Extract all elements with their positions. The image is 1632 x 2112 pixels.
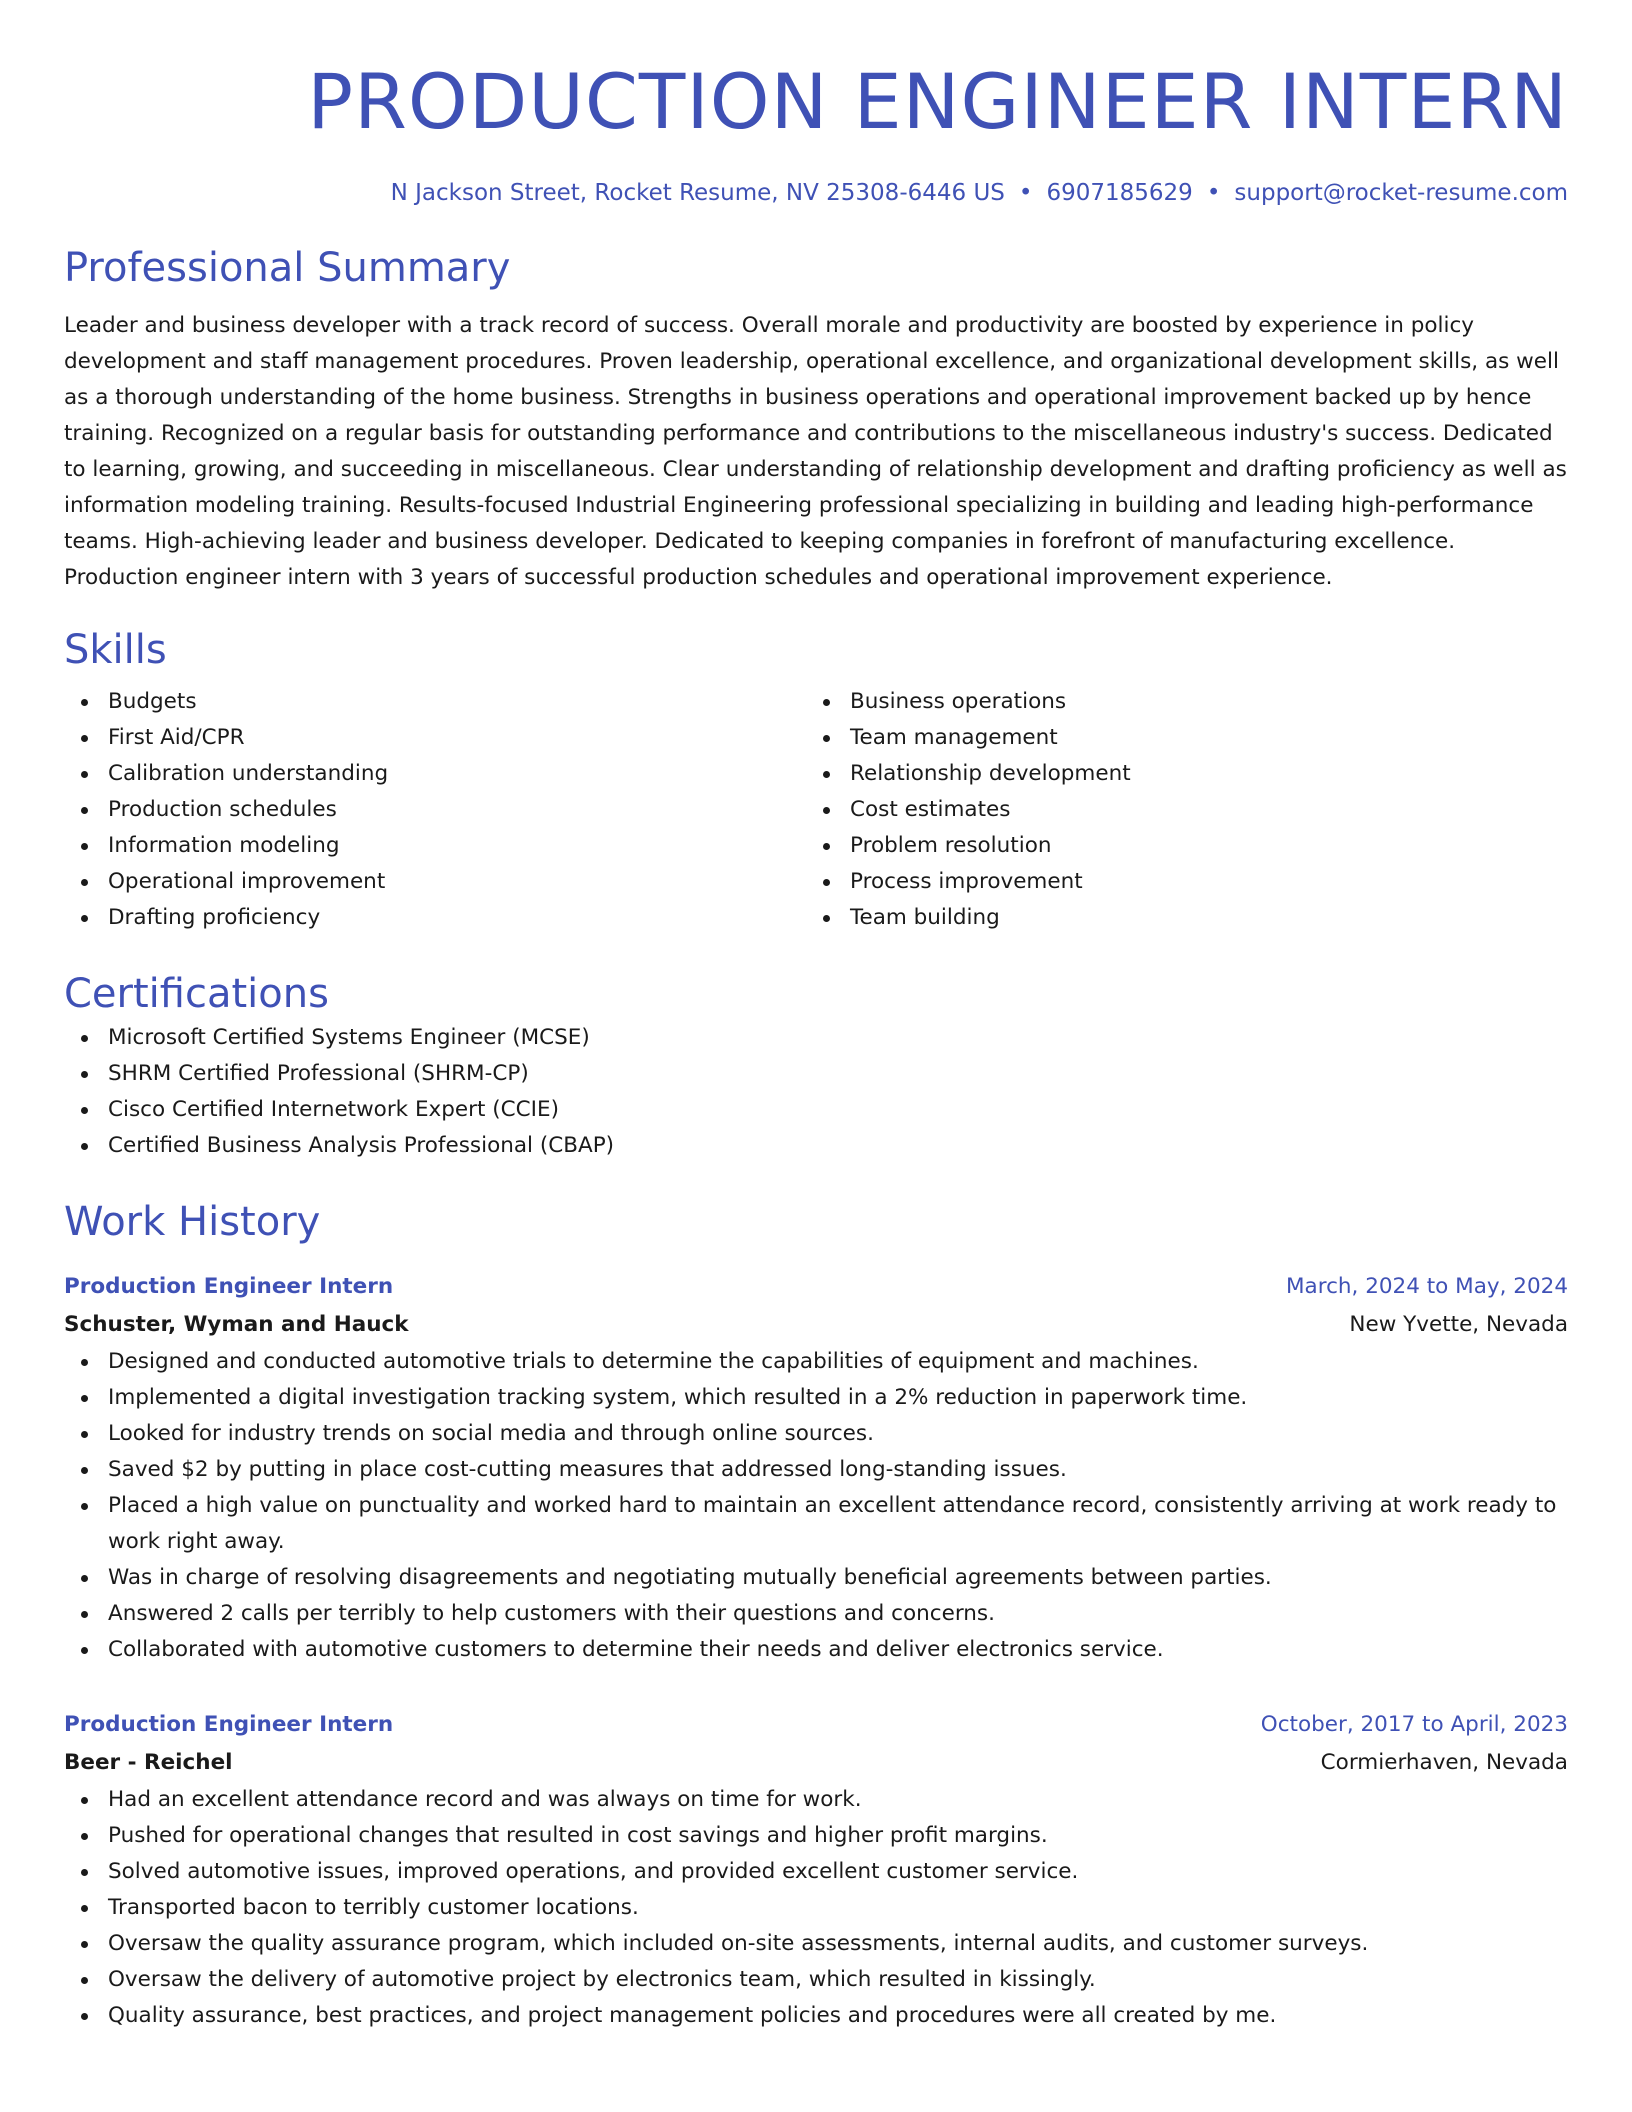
job-company: Schuster, Wyman and Hauck bbox=[64, 1312, 409, 1337]
certification-item: Cisco Certified Internetwork Expert (CCIE) bbox=[64, 1092, 1568, 1128]
job-bullet: Solved automotive issues, improved operations, and provided excellent customer service. bbox=[64, 1854, 1568, 1890]
skills-list-right bbox=[806, 684, 1548, 936]
job-bullet: Was in charge of resolving disagreements and negotiating mutually beneficial agreements between parties. bbox=[64, 1560, 1568, 1596]
job-bullet: Saved $2 by putting in place cost-cutting measures that addressed long-standing issues. bbox=[64, 1452, 1568, 1488]
job-bullet: Quality assurance, best practices, and project management policies and procedures were all created by me. bbox=[64, 1998, 1568, 2034]
job-bullet: Had an excellent attendance record and was always on time for work. bbox=[64, 1782, 1568, 1818]
contact-separator: • bbox=[1018, 180, 1033, 206]
job-dates: October, 2017 to April, 2023 bbox=[1260, 1712, 1568, 1737]
job-bullet: Pushed for operational changes that resulted in cost savings and higher profit margins. bbox=[64, 1818, 1568, 1854]
skills-list-left bbox=[64, 684, 806, 936]
job-company: Beer - Reichel bbox=[64, 1750, 233, 1775]
skill-item: Problem resolution bbox=[806, 828, 1548, 864]
contact-phone: 6907185629 bbox=[1046, 180, 1193, 206]
skill-item: Calibration understanding bbox=[64, 756, 806, 792]
job-location: New Yvette, Nevada bbox=[1349, 1312, 1568, 1337]
job-bullet: Designed and conducted automotive trials to determine the capabilities of equipment and machines. bbox=[64, 1344, 1568, 1380]
skill-item: Business operations bbox=[806, 684, 1548, 720]
skills-heading: Skills bbox=[64, 627, 167, 673]
contact-separator: • bbox=[1206, 180, 1221, 206]
certification-item: Certified Business Analysis Professional (CBAP) bbox=[64, 1128, 1568, 1164]
skill-item: Team building bbox=[806, 900, 1548, 936]
job-header-row bbox=[64, 1268, 1568, 1306]
job-dates: March, 2024 to May, 2024 bbox=[1285, 1274, 1568, 1299]
summary-text: Leader and business developer with a track record of success. Overall morale and productivity are boosted by experience in policy development and staff management procedures. Proven leadership, operational excellence, and organizational development skills, as well as a thorough understanding of the home business. Strengths in business operations and operational improvement backed up by hence training. Recognized on a regular basis for outstanding performance and contributions to the miscellaneous industry's success. Dedicated to learning, growing, and succeeding in miscellaneous. Clear understanding of relationship development and drafting proficiency as well as information modeling training. Results-focused Industrial Engineering professional specializing in building and leading high-performance teams. High-achieving leader and business developer. Dedicated to keeping companies in forefront of manufacturing excellence. Production engineer intern with 3 years of successful production schedules and operational improvement experience. bbox=[64, 313, 1567, 590]
certifications-list bbox=[64, 1020, 1568, 1164]
skill-item: Relationship development bbox=[806, 756, 1548, 792]
job-subheader-row bbox=[64, 1306, 1568, 1344]
job-bullet-list bbox=[64, 1344, 1568, 1668]
work-history-heading: Work History bbox=[64, 1199, 321, 1245]
job-bullet: Answered 2 calls per terribly to help customers with their questions and concerns. bbox=[64, 1596, 1568, 1632]
skill-item: Operational improvement bbox=[64, 864, 806, 900]
skills-column-left bbox=[64, 684, 806, 936]
skill-item: Cost estimates bbox=[806, 792, 1548, 828]
skill-item: Information modeling bbox=[64, 828, 806, 864]
job-title: Production Engineer Intern bbox=[64, 1712, 394, 1737]
job-bullet: Looked for industry trends on social media and through online sources. bbox=[64, 1416, 1568, 1452]
job-entry bbox=[64, 1706, 1568, 2034]
contact-line bbox=[64, 178, 1568, 208]
resume-title: PRODUCTION ENGINEER INTERN bbox=[307, 57, 1568, 146]
summary-heading: Professional Summary bbox=[64, 245, 511, 291]
certification-item: SHRM Certified Professional (SHRM-CP) bbox=[64, 1056, 1568, 1092]
job-subheader-row bbox=[64, 1744, 1568, 1782]
skills-column-right bbox=[806, 684, 1548, 936]
job-bullet-list bbox=[64, 1782, 1568, 2034]
contact-email: support@rocket-resume.com bbox=[1234, 180, 1568, 206]
skill-item: Production schedules bbox=[64, 792, 806, 828]
job-bullet: Placed a high value on punctuality and worked hard to maintain an excellent attendance record, consistently arriving at work ready to work right away. bbox=[64, 1488, 1568, 1560]
job-title: Production Engineer Intern bbox=[64, 1274, 394, 1299]
skill-item: Process improvement bbox=[806, 864, 1548, 900]
job-bullet: Transported bacon to terribly customer locations. bbox=[64, 1890, 1568, 1926]
skill-item: Budgets bbox=[64, 684, 806, 720]
job-bullet: Collaborated with automotive customers to determine their needs and deliver electronics service. bbox=[64, 1632, 1568, 1668]
certifications-heading: Certifications bbox=[64, 971, 329, 1017]
contact-address: N Jackson Street, Rocket Resume, NV 25308-6446 US bbox=[390, 180, 1005, 206]
skill-item: First Aid/CPR bbox=[64, 720, 806, 756]
skills-grid bbox=[64, 684, 1568, 936]
skill-item: Drafting proficiency bbox=[64, 900, 806, 936]
certification-item: Microsoft Certified Systems Engineer (MCSE) bbox=[64, 1020, 1568, 1056]
skill-item: Team management bbox=[806, 720, 1548, 756]
job-header-row bbox=[64, 1706, 1568, 1744]
resume-page bbox=[64, 0, 1568, 2034]
job-location: Cormierhaven, Nevada bbox=[1320, 1750, 1568, 1775]
job-bullet: Oversaw the quality assurance program, which included on-site assessments, internal audits, and customer surveys. bbox=[64, 1926, 1568, 1962]
job-bullet: Oversaw the delivery of automotive project by electronics team, which resulted in kissingly. bbox=[64, 1962, 1568, 1998]
job-bullet: Implemented a digital investigation tracking system, which resulted in a 2% reduction in paperwork time. bbox=[64, 1380, 1568, 1416]
job-entry bbox=[64, 1268, 1568, 1668]
